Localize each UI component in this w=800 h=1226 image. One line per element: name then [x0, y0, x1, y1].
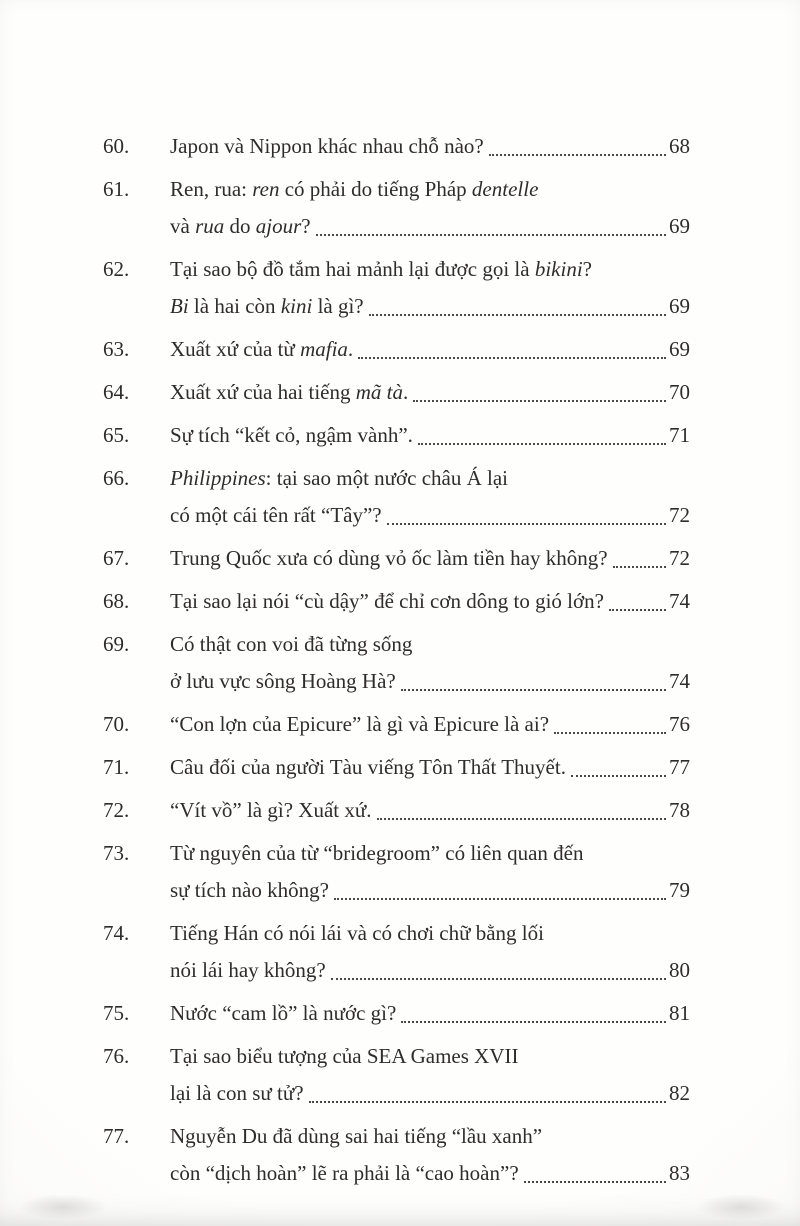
dot-leader: [369, 314, 666, 316]
dot-leader: [571, 775, 666, 777]
entry-title-text: Bi là hai còn kini là gì?: [170, 294, 364, 318]
entry-line: [170, 872, 690, 909]
dot-leader: [554, 732, 666, 734]
entry-line: [170, 1155, 690, 1192]
toc-entry: [103, 540, 690, 577]
entry-body: [170, 915, 690, 989]
entry-line: [170, 208, 690, 245]
entry-line: [170, 417, 690, 454]
entry-body: [170, 128, 690, 165]
entry-line: [170, 915, 690, 952]
toc-entry: [103, 374, 690, 411]
entry-line: [170, 128, 690, 165]
page-number: 70: [669, 380, 690, 404]
entry-title-text: Philippines: tại sao một nước châu Á lại: [170, 466, 509, 490]
entry-line: [170, 1075, 690, 1112]
entry-body: [170, 540, 690, 577]
entry-number: 76.: [103, 1044, 130, 1068]
entry-title-text: có một cái tên rất “Tây”?: [170, 503, 382, 527]
entry-body: [170, 251, 690, 325]
toc-entry: [103, 251, 690, 325]
page-number: 81: [669, 1001, 690, 1025]
entry-number: 60.: [103, 134, 130, 158]
entry-number: 61.: [103, 177, 130, 201]
entry-title-text: Trung Quốc xưa có dùng vỏ ốc làm tiền hay không?: [170, 546, 608, 570]
entry-line: [170, 626, 690, 663]
page-number: 68: [669, 134, 690, 158]
entry-number: 77.: [103, 1124, 130, 1148]
dot-leader: [331, 978, 666, 980]
dot-leader: [334, 898, 666, 900]
entry-number: 73.: [103, 841, 130, 865]
entry-body: [170, 749, 690, 786]
entry-line: [170, 171, 690, 208]
dot-leader: [358, 357, 666, 359]
entry-body: [170, 417, 690, 454]
page-number: 69: [669, 337, 690, 361]
dot-leader: [401, 689, 666, 691]
entry-body: [170, 706, 690, 743]
page-number: 83: [669, 1161, 690, 1185]
entry-title-text: Tại sao biểu tượng của SEA Games XVII: [170, 1044, 519, 1068]
entry-title-text: Nước “cam lồ” là nước gì?: [170, 1001, 397, 1025]
dot-leader: [387, 523, 666, 525]
entry-body: [170, 1038, 690, 1112]
entry-number: 65.: [103, 423, 130, 447]
entry-line: [170, 835, 690, 872]
page-number: 76: [669, 712, 690, 736]
entry-number: 63.: [103, 337, 130, 361]
page-number: 69: [669, 214, 690, 238]
page-number: 82: [669, 1081, 690, 1105]
page-number: 74: [669, 669, 690, 693]
entry-line: [170, 952, 690, 989]
entry-title-text: và rua do ajour?: [170, 214, 311, 238]
entry-body: [170, 460, 690, 534]
page-number: 80: [669, 958, 690, 982]
dot-leader: [316, 234, 666, 236]
entry-number: 62.: [103, 257, 130, 281]
entry-number: 70.: [103, 712, 130, 736]
entry-line: [170, 1038, 690, 1075]
entry-body: [170, 1118, 690, 1192]
entry-number: 71.: [103, 755, 130, 779]
entry-title-text: Nguyễn Du đã dùng sai hai tiếng “lầu xanh”: [170, 1124, 543, 1148]
entry-body: [170, 331, 690, 368]
entry-number: 64.: [103, 380, 130, 404]
entry-title-text: nói lái hay không?: [170, 958, 326, 982]
dot-leader: [609, 609, 666, 611]
entry-title-text: Japon và Nippon khác nhau chỗ nào?: [170, 134, 484, 158]
entry-body: [170, 995, 690, 1032]
page-number: 77: [669, 755, 690, 779]
table-of-contents: [103, 128, 690, 1192]
entry-line: [170, 374, 690, 411]
toc-entry: [103, 835, 690, 909]
entry-line: [170, 663, 690, 700]
toc-entry: [103, 1038, 690, 1112]
entry-number: 66.: [103, 466, 130, 490]
dot-leader: [489, 154, 666, 156]
entry-line: [170, 331, 690, 368]
entry-line: [170, 497, 690, 534]
entry-line: [170, 251, 690, 288]
entry-body: [170, 792, 690, 829]
entry-line: [170, 995, 690, 1032]
entry-number: 68.: [103, 589, 130, 613]
dot-leader: [377, 818, 667, 820]
toc-entry: [103, 1118, 690, 1192]
toc-entry: [103, 331, 690, 368]
toc-entry: [103, 706, 690, 743]
page-number: 79: [669, 878, 690, 902]
entry-title-text: Câu đối của người Tàu viếng Tôn Thất Thuyết.: [170, 755, 566, 779]
entry-body: [170, 835, 690, 909]
entry-title-text: Xuất xứ của từ mafia.: [170, 337, 354, 361]
toc-entry: [103, 995, 690, 1032]
page-number: 72: [669, 546, 690, 570]
entry-body: [170, 171, 690, 245]
dot-leader: [524, 1181, 666, 1183]
toc-entry: [103, 626, 690, 700]
entry-body: [170, 626, 690, 700]
toc-entry: [103, 460, 690, 534]
page-number: 72: [669, 503, 690, 527]
toc-entry: [103, 749, 690, 786]
entry-title-text: Tiếng Hán có nói lái và có chơi chữ bằng lối: [170, 921, 544, 945]
entry-title-text: Từ nguyên của từ “bridegroom” có liên quan đến: [170, 841, 584, 865]
page-number: 69: [669, 294, 690, 318]
dot-leader: [613, 566, 666, 568]
entry-title-text: Tại sao lại nói “cù dậy” để chỉ cơn dông to gió lớn?: [170, 589, 604, 613]
entry-number: 69.: [103, 632, 130, 656]
toc-entry: [103, 128, 690, 165]
dot-leader: [401, 1021, 666, 1023]
page-number: 74: [669, 589, 690, 613]
entry-line: [170, 749, 690, 786]
entry-body: [170, 374, 690, 411]
toc-entry: [103, 583, 690, 620]
toc-entry: [103, 792, 690, 829]
entry-line: [170, 288, 690, 325]
entry-title-text: “Con lợn của Epicure” là gì và Epicure là ai?: [170, 712, 550, 736]
dot-leader: [418, 443, 666, 445]
entry-title-text: “Vít vồ” là gì? Xuất xứ.: [170, 798, 372, 822]
entry-title-text: Có thật con voi đã từng sống: [170, 632, 413, 656]
entry-number: 67.: [103, 546, 130, 570]
dot-leader: [413, 400, 666, 402]
dot-leader: [309, 1101, 666, 1103]
entry-line: [170, 460, 690, 497]
entry-title-text: Sự tích “kết cỏ, ngậm vành”.: [170, 423, 413, 447]
entry-title-text: còn “dịch hoàn” lẽ ra phải là “cao hoàn”?: [170, 1161, 519, 1185]
entry-line: [170, 706, 690, 743]
entry-number: 75.: [103, 1001, 130, 1025]
page-number: 78: [669, 798, 690, 822]
page-bottom-smudge-left: [18, 1194, 108, 1220]
entry-line: [170, 1118, 690, 1155]
page-number: 71: [669, 423, 690, 447]
entry-title-text: Xuất xứ của hai tiếng mã tà.: [170, 380, 409, 404]
entry-line: [170, 792, 690, 829]
entry-title-text: ở lưu vực sông Hoàng Hà?: [170, 669, 396, 693]
toc-entry: [103, 915, 690, 989]
entry-line: [170, 540, 690, 577]
entry-title-text: Tại sao bộ đồ tắm hai mảnh lại được gọi là bikini?: [170, 257, 592, 281]
entry-title-text: lại là con sư tử?: [170, 1081, 304, 1105]
entry-number: 72.: [103, 798, 130, 822]
page-bottom-smudge-right: [696, 1194, 786, 1220]
toc-entry: [103, 171, 690, 245]
entry-line: [170, 583, 690, 620]
entry-title-text: Ren, rua: ren có phải do tiếng Pháp dentelle: [170, 177, 539, 201]
entry-body: [170, 583, 690, 620]
entry-number: 74.: [103, 921, 130, 945]
toc-entry: [103, 417, 690, 454]
entry-title-text: sự tích nào không?: [170, 878, 329, 902]
